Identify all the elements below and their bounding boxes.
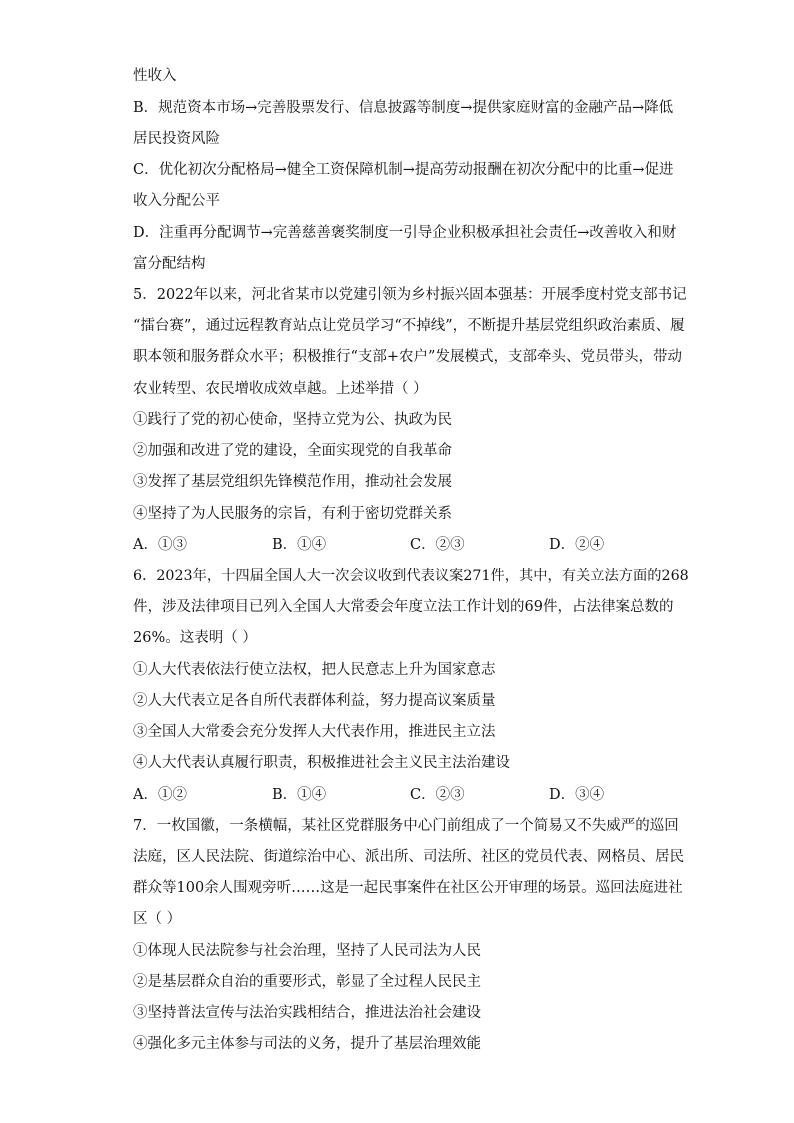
question-7-stem: 群众等100余人围观旁听……这是一起民事案件在社区公开审理的场景。巡回法庭进社 bbox=[133, 880, 683, 896]
question-6-option-c: C．②③ bbox=[410, 787, 465, 803]
question-6-stem: 26%。这表明（ ） bbox=[133, 630, 257, 646]
question-5-option-c: C．②③ bbox=[410, 537, 465, 553]
question-5-stem: “擂台赛”，通过远程教育站点让党员学习“不掉线”，不断提升基层党组织政治素质、履 bbox=[133, 318, 685, 334]
question-6-stem: 件，涉及法律项目已列入全国人大常委会年度立法工作计划的69件，占法律案总数的 bbox=[133, 599, 674, 615]
option-d-text: D．注重再分配调节→完善慈善褒奖制度一引导企业积极承担社会责任→改善收入和财 bbox=[133, 225, 677, 241]
text-line: 性收入 bbox=[133, 68, 177, 84]
text-line: 居民投资风险 bbox=[133, 131, 220, 147]
question-6-option-d: D．③④ bbox=[549, 787, 605, 803]
question-6-option-b: B．①④ bbox=[272, 787, 327, 803]
question-5-statement-2: ②加强和改进了党的建设，全面实现党的自我革命 bbox=[133, 443, 452, 459]
question-7-statement-2: ②是基层群众自治的重要形式，彰显了全过程人民民主 bbox=[133, 974, 481, 990]
question-5-statement-4: ④坚持了为人民服务的宗旨，有利于密切党群关系 bbox=[133, 506, 452, 522]
text-line: 富分配结构 bbox=[133, 256, 206, 272]
text-line: 收入分配公平 bbox=[133, 193, 220, 209]
question-7-statement-4: ④强化多元主体参与司法的义务，提升了基层治理效能 bbox=[133, 1036, 481, 1052]
option-b-text: B．规范资本市场→完善股票发行、信息披露等制度→提供家庭财富的金融产品→降低 bbox=[133, 100, 674, 116]
question-6-stem: 6．2023年，十四届全国人大一次会议收到代表议案271件，其中，有关立法方面的268 bbox=[133, 568, 689, 584]
option-c-text: C．优化初次分配格局→健全工资保障机制→提高劳动报酬在初次分配中的比重→促进 bbox=[133, 162, 674, 178]
question-6-statement-1: ①人大代表依法行使立法权，把人民意志上升为国家意志 bbox=[133, 662, 496, 678]
question-7-stem: 法庭，区人民法院、街道综治中心、派出所、司法所、社区的党员代表、网格员、居民 bbox=[133, 849, 684, 865]
question-5-statement-1: ①践行了党的初心使命，坚持立党为公、执政为民 bbox=[133, 412, 452, 428]
question-5-statement-3: ③发挥了基层党组织先锋模范作用，推动社会发展 bbox=[133, 474, 452, 490]
question-5-option-d: D．②④ bbox=[549, 537, 605, 553]
question-7-statement-3: ③坚持普法宣传与法治实践相结合，推进法治社会建设 bbox=[133, 1005, 481, 1021]
question-6-statement-4: ④人大代表认真履行职责，积极推进社会主义民主法治建设 bbox=[133, 755, 510, 771]
question-7-stem: 7．一枚国徽，一条横幅，某社区党群服务中心门前组成了一个简易又不失威严的巡回 bbox=[133, 818, 679, 834]
question-7-stem: 区（ ） bbox=[133, 911, 182, 927]
question-7-statement-1: ①体现人民法院参与社会治理，坚持了人民司法为人民 bbox=[133, 943, 481, 959]
question-6-statement-2: ②人大代表立足各自所代表群体利益，努力提高议案质量 bbox=[133, 693, 496, 709]
question-5-stem: 农业转型、农民增收成效卓越。上述举措（ ） bbox=[133, 381, 428, 397]
question-5-stem: 职本领和服务群众水平；积极推行“支部+农户”发展模式，支部牵头、党员带头，带动 bbox=[133, 349, 682, 365]
question-6-statement-3: ③全国人大常委会充分发挥人大代表作用，推进民主立法 bbox=[133, 724, 496, 740]
question-5-option-b: B．①④ bbox=[272, 537, 327, 553]
question-5-stem: 5．2022年以来，河北省某市以党建引领为乡村振兴固本强基：开展季度村党支部书记 bbox=[133, 287, 687, 303]
question-5-option-a: A．①③ bbox=[133, 537, 187, 553]
question-6-option-a: A．①② bbox=[133, 787, 187, 803]
